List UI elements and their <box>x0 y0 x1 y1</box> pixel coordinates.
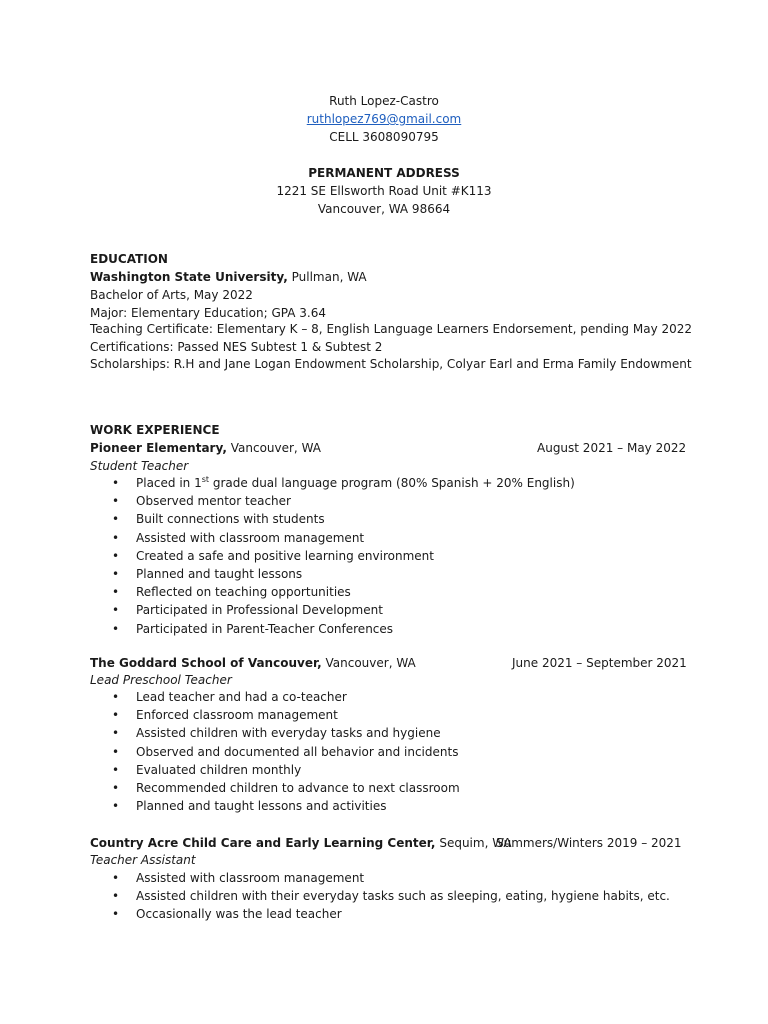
list-item: • Occasionally was the lead teacher <box>112 905 670 923</box>
address-line-2: Vancouver, WA 98664 <box>317 202 451 216</box>
list-item: • Enforced classroom management <box>112 706 460 724</box>
education-major: Major: Elementary Education; GPA 3.64 <box>90 306 326 320</box>
education-school-line <box>90 270 367 284</box>
job-dates: June 2021 – September 2021 <box>512 656 687 670</box>
education-degree: Bachelor of Arts, May 2022 <box>90 288 253 302</box>
job-employer: The Goddard School of Vancouver, <box>90 656 322 670</box>
cell-phone: CELL 3608090795 <box>329 130 439 144</box>
education-scholarships: Scholarships: R.H and Jane Logan Endowment Scholarship, Colyar Earl and Erma Family Endowment <box>90 357 692 371</box>
job-title: Student Teacher <box>90 459 189 473</box>
school-name: Washington State University, <box>90 270 288 284</box>
school-location: Pullman, WA <box>291 270 367 284</box>
list-item: • Created a safe and positive learning environment <box>112 547 575 565</box>
education-teaching-certificate: Teaching Certificate: Elementary K – 8, English Language Learners Endorsement, pending May 2022 <box>90 322 693 336</box>
applicant-name: Ruth Lopez-Castro <box>329 94 439 108</box>
education-certifications: Certifications: Passed NES Subtest 1 & Subtest 2 <box>90 340 383 354</box>
list-item: • Planned and taught lessons <box>112 565 575 583</box>
list-item: • Assisted with classroom management <box>112 869 670 887</box>
list-item: • Placed in 1st grade dual language program (80% Spanish + 20% English) <box>112 474 575 492</box>
education-heading: EDUCATION <box>90 252 168 266</box>
job-location: Vancouver, WA <box>325 656 416 670</box>
list-item: • Observed mentor teacher <box>112 492 575 510</box>
address-line-1: 1221 SE Ellsworth Road Unit #K113 <box>276 184 492 198</box>
list-item: • Built connections with students <box>112 510 575 528</box>
job-employer-line <box>90 656 416 670</box>
job-employer-line <box>90 441 321 455</box>
list-item: • Planned and taught lessons and activities <box>112 797 460 815</box>
job-employer: Country Acre Child Care and Early Learning Center, <box>90 836 436 850</box>
address-heading: PERMANENT ADDRESS <box>308 166 460 180</box>
email-line <box>0 112 768 126</box>
list-item: • Participated in Parent-Teacher Conferences <box>112 620 575 638</box>
job-duties-list <box>112 474 575 638</box>
list-item: • Lead teacher and had a co-teacher <box>112 688 460 706</box>
list-item: • Reflected on teaching opportunities <box>112 583 575 601</box>
job-location: Sequim, WA <box>439 836 512 850</box>
list-item: • Assisted children with their everyday tasks such as sleeping, eating, hygiene habits, etc. <box>112 887 670 905</box>
job-title: Teacher Assistant <box>90 853 196 867</box>
job-title: Lead Preschool Teacher <box>90 673 232 687</box>
list-item: • Observed and documented all behavior and incidents <box>112 743 460 761</box>
work-heading: WORK EXPERIENCE <box>90 423 220 437</box>
email-link[interactable]: ruthlopez769@gmail.com <box>306 112 462 126</box>
list-item: • Participated in Professional Development <box>112 601 575 619</box>
list-item: • Evaluated children monthly <box>112 761 460 779</box>
job-dates: August 2021 – May 2022 <box>537 441 687 455</box>
job-duties-list <box>112 869 670 924</box>
list-item: • Assisted children with everyday tasks and hygiene <box>112 724 460 742</box>
list-item: • Recommended children to advance to next classroom <box>112 779 460 797</box>
job-dates: Summers/Winters 2019 – 2021 <box>496 836 682 850</box>
job-duties-list <box>112 688 460 815</box>
list-item: • Assisted with classroom management <box>112 529 575 547</box>
job-location: Vancouver, WA <box>230 441 321 455</box>
job-employer-line <box>90 836 512 850</box>
job-employer: Pioneer Elementary, <box>90 441 227 455</box>
